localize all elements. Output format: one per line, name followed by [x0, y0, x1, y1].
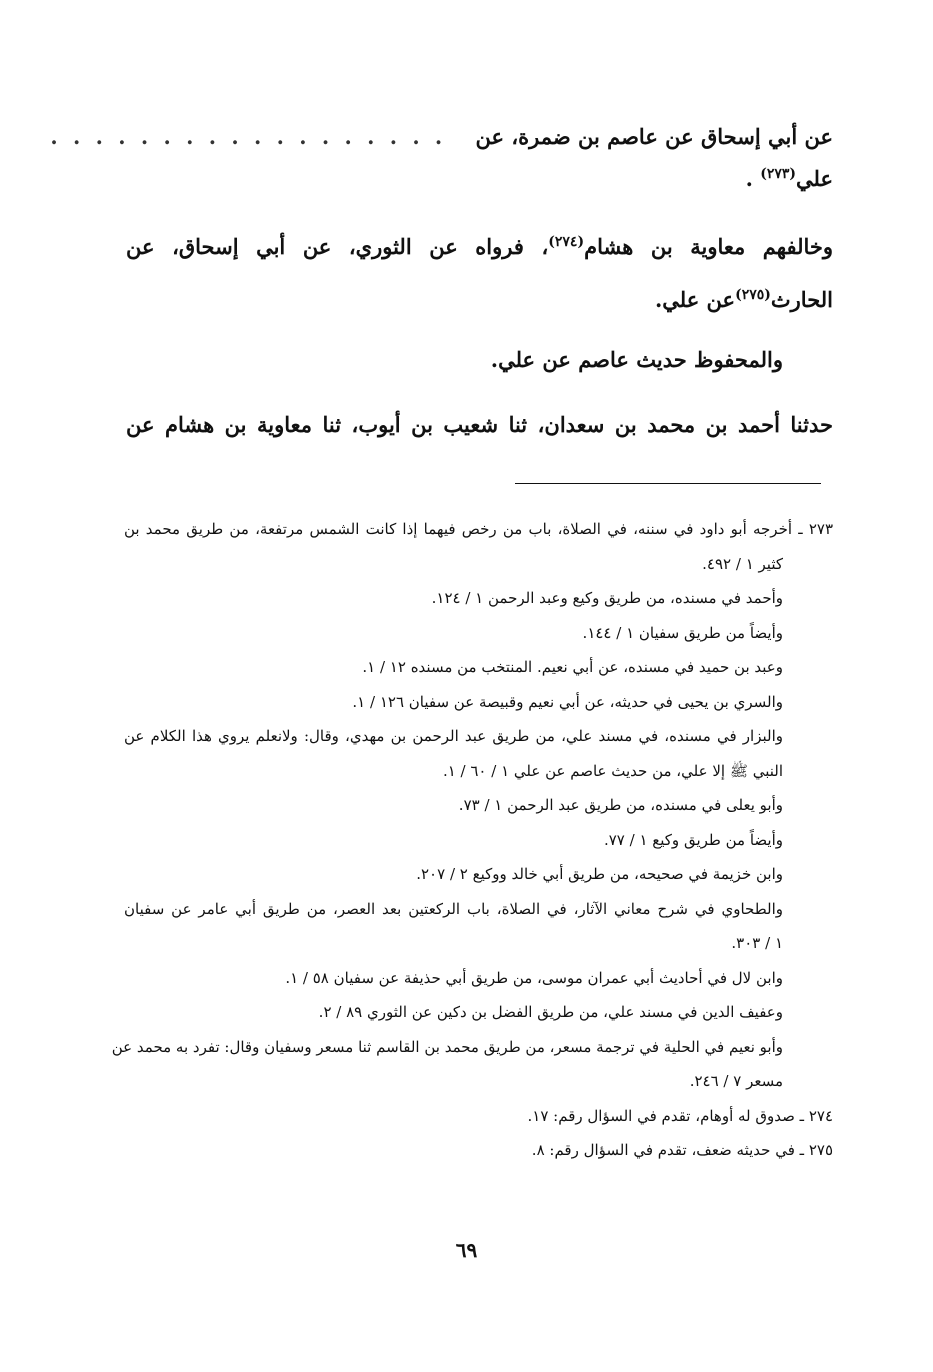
footnote-line: والبزار في مسنده، في مسند علي، من طريق عبد الرحمن بن مهدي، وقال: ولانعلم يروي هذا الكلام عن [124, 727, 783, 745]
footnotes [111, 512, 833, 1168]
body-line-1-text: عن أبي إسحاق عن عاصم بن ضمرة، عن [475, 124, 833, 149]
footnote-ref-275[interactable]: (٢٧٥) [735, 287, 771, 303]
body-line-2 [126, 166, 833, 191]
footnote-line: وابن لال في أحاديث أبي عمران موسى، من طريق أبي حذيفة عن سفيان ٥٨ / ١. [285, 968, 783, 987]
footnote-line: مسعر ٧ / ٢٤٦. [689, 1072, 783, 1090]
footnote-line: وعبد بن حميد في مسنده، عن أبي نعيم. المنتخب من مسنده ١٢ / ١. [362, 658, 783, 676]
footnote-line: والطحاوي في شرح معاني الآثار، في الصلاة، باب الركعتين بعد العصر، من طريق أبي عامر عن سفيان [124, 899, 783, 918]
body-line-4-a: الحارث [770, 287, 833, 312]
footnote-line: ١ / ٣٠٣. [731, 934, 783, 952]
body-line-4-b: عن علي. [654, 287, 736, 312]
footnote-line: النبي ﷺ إلا علي، من حديث عاصم عن علي ١ / ٦٠ / ١. [442, 761, 783, 780]
footnote-line: وابن خزيمة في صحيحه، من طريق أبي خالد ووكيع ٢ / ٢٠٧. [416, 865, 783, 883]
footnote-line: ٢٧٤ ـ صدوق له أوهام، تقدم في السؤال رقم: ١٧. [527, 1106, 833, 1125]
footnote-line: كثير ١ / ٤٩٢. [702, 554, 783, 573]
footnote-ref-273[interactable]: (٢٧٣) [760, 166, 796, 182]
body-line-6-text: حدثنا أحمد بن محمد بن سعدان، ثنا شعيب بن أيوب، ثنا معاوية بن هشام عن [126, 412, 833, 437]
footnote-line: ٢٧٣ ـ أخرجه أبو داود في سننه، في الصلاة، باب من رخص فيهما إذا كانت الشمس مرتفعة، من طريق محمد بن [124, 520, 833, 538]
body-line-2-end: . [745, 166, 753, 191]
footnote-line: والسري بن يحيى في حديثه، عن أبي نعيم وقبيصة عن سفيان ١٢٦ / ١. [352, 692, 783, 711]
footnote-line: وأيضاً من طريق سفيان ١ / ١٤٤. [582, 623, 783, 642]
footnote-line: وعفيف الدين في مسند علي، من طريق الفضل بن دكين عن الثوري ٨٩ / ٢. [318, 1003, 783, 1021]
footnote-ref-274[interactable]: (٢٧٤) [548, 234, 585, 250]
body-line-3-b: ، فرواه عن الثوري، عن أبي إسحاق، عن [126, 234, 549, 259]
body-line-5 [126, 347, 833, 372]
body-line-1 [50, 124, 833, 149]
body-line-5-text: والمحفوظ حديث عاصم عن علي. [490, 347, 783, 372]
page-number: ٦٩ [455, 1238, 478, 1262]
footnote-line: وأبو يعلى في مسنده، من طريق عبد الرحمن ١ / ٧٣. [458, 796, 783, 814]
footnote-line: وأحمد في مسنده، من طريق وكيع وعبد الرحمن ١ / ١٢٤. [431, 589, 783, 607]
ellipsis-dots: . . . . . . . . . . . . . . . . . . [50, 124, 447, 149]
body-line-2-text: علي [796, 166, 833, 191]
body-line-3-a: وخالفهم معاوية بن هشام [584, 234, 833, 259]
footnote-line: ٢٧٥ ـ في حديثه ضعف، تقدم في السؤال رقم: ٨. [531, 1141, 833, 1159]
body-line-6 [126, 412, 833, 437]
footnote-separator [515, 483, 821, 484]
footnote-line: وأبو نعيم في الحلية في ترجمة مسعر، من طريق محمد بن القاسم ثنا مسعر وسفيان وقال: تفرد به محمد عن [111, 1037, 783, 1056]
body-line-3 [126, 234, 833, 259]
body-line-4 [126, 287, 833, 312]
footnote-line: وأيضاً من طريق وكيع ١ / ٧٧. [603, 830, 783, 849]
